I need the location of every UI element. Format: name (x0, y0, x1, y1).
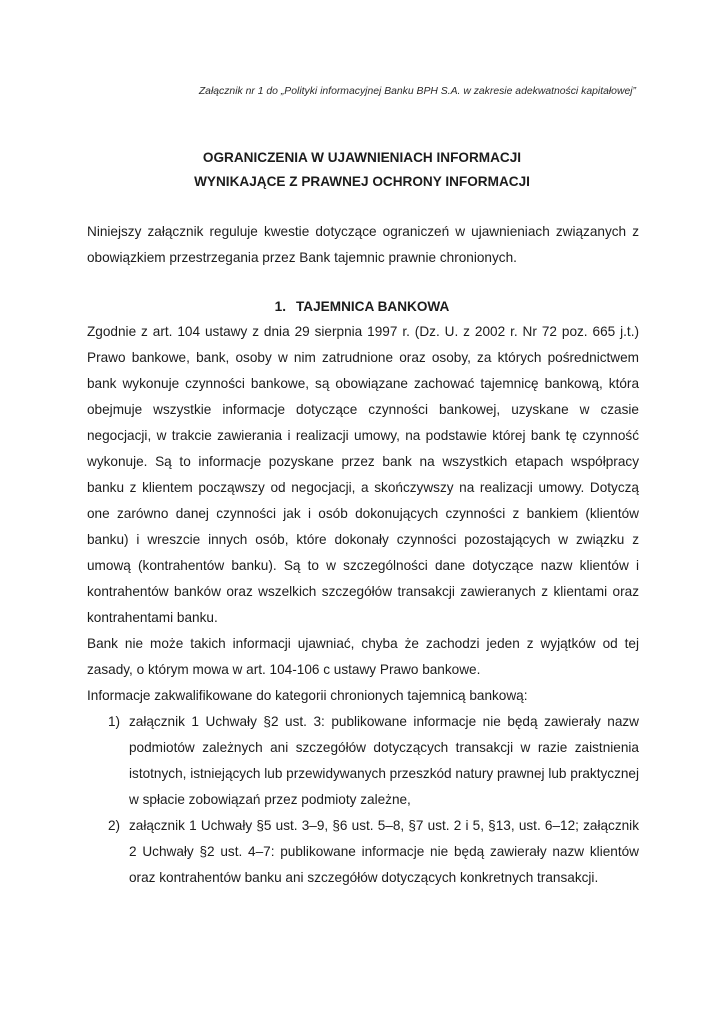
list-item-marker: 1) (108, 714, 121, 729)
list-item-marker: 2) (108, 818, 121, 833)
document-title (0, 146, 724, 194)
intro-paragraph: Niniejszy załącznik reguluje kwestie dotyczące ograniczeń w ujawnieniach związanych z obowiązkiem przestrzegania przez Bank tajemnic prawnie chronionych. (87, 224, 639, 265)
title-line-2: WYNIKAJĄCE Z PRAWNEJ OCHRONY INFORMACJI (194, 174, 530, 189)
paragraph-1: Zgodnie z art. 104 ustawy z dnia 29 sierpnia 1997 r. (Dz. U. z 2002 r. Nr 72 poz. 665 j.t.) Prawo bankowe, bank, osoby w nim zatrudnione oraz osoby, za których pośrednictwem bank wykonuje czynności bankowe, są obowiązane zachować tajemnicę bankową, która obejmuje wszystkie informacje dotyczące czynności bankowej, uzyskane w czasie negocjacji, w trakcie zawierania i realizacji umowy, na podstawie której bank tę czynność wykonuje. Są to informacje pozyskane przez bank na wszystkich etapach współpracy banku z klientem począwszy od negocjacji, a skończywszy na realizacji umowy. Dotyczą one zarówno danej czynności jak i osób dokonujących czynności z bankiem (klientów banku) i wreszcie innych osób, które dokonały czynności pozostających w związku z umową (kontrahentów banku). Są to w szczególności dane dotyczące nazw klientów i kontrahentów banków oraz wszelkich szczegółów transakcji zawieranych z klientami oraz kontrahentami banku. (87, 324, 639, 625)
list-item-text: załącznik 1 Uchwały §5 ust. 3–9, §6 ust. 5–8, §7 ust. 2 i 5, §13, ust. 6–12; załącznik 2 Uchwały §2 ust. 4–7: publikowane informacje nie będą zawierały nazw klientów oraz kontrahentów banku ani szczegółów dotyczących konkretnych transakcji. (129, 818, 639, 885)
paragraph-3: Informacje zakwalifikowane do kategorii chronionych tajemnicą bankową: (87, 688, 528, 703)
section-title: TAJEMNICA BANKOWA (296, 299, 450, 314)
section-heading (0, 297, 724, 317)
header-note: Załącznik nr 1 do „Polityki informacyjnej Banku BPH S.A. w zakresie adekwatności kapitałowej” (198, 86, 636, 97)
numbered-list (87, 709, 639, 891)
intro-block (87, 219, 639, 271)
section-number: 1. (274, 299, 287, 314)
list-item (87, 813, 639, 891)
section-body (87, 319, 639, 891)
list-item (87, 709, 639, 813)
title-line-1: OGRANICZENIA W UJAWNIENIACH INFORMACJI (202, 150, 522, 165)
paragraph-2: Bank nie może takich informacji ujawniać, chyba że zachodzi jeden z wyjątków od tej zasady, o którym mowa w art. 104-106 c ustawy Prawo bankowe. (87, 636, 639, 677)
list-item-text: załącznik 1 Uchwały §2 ust. 3: publikowane informacje nie będą zawierały nazw podmiotów zależnych ani szczegółów dotyczących transakcji w razie zaistnienia istotnych, istniejących lub przewidywanych przeszkód natury prawnej lub praktycznej w spłacie zobowiązań przez podmioty zależne, (129, 714, 640, 807)
